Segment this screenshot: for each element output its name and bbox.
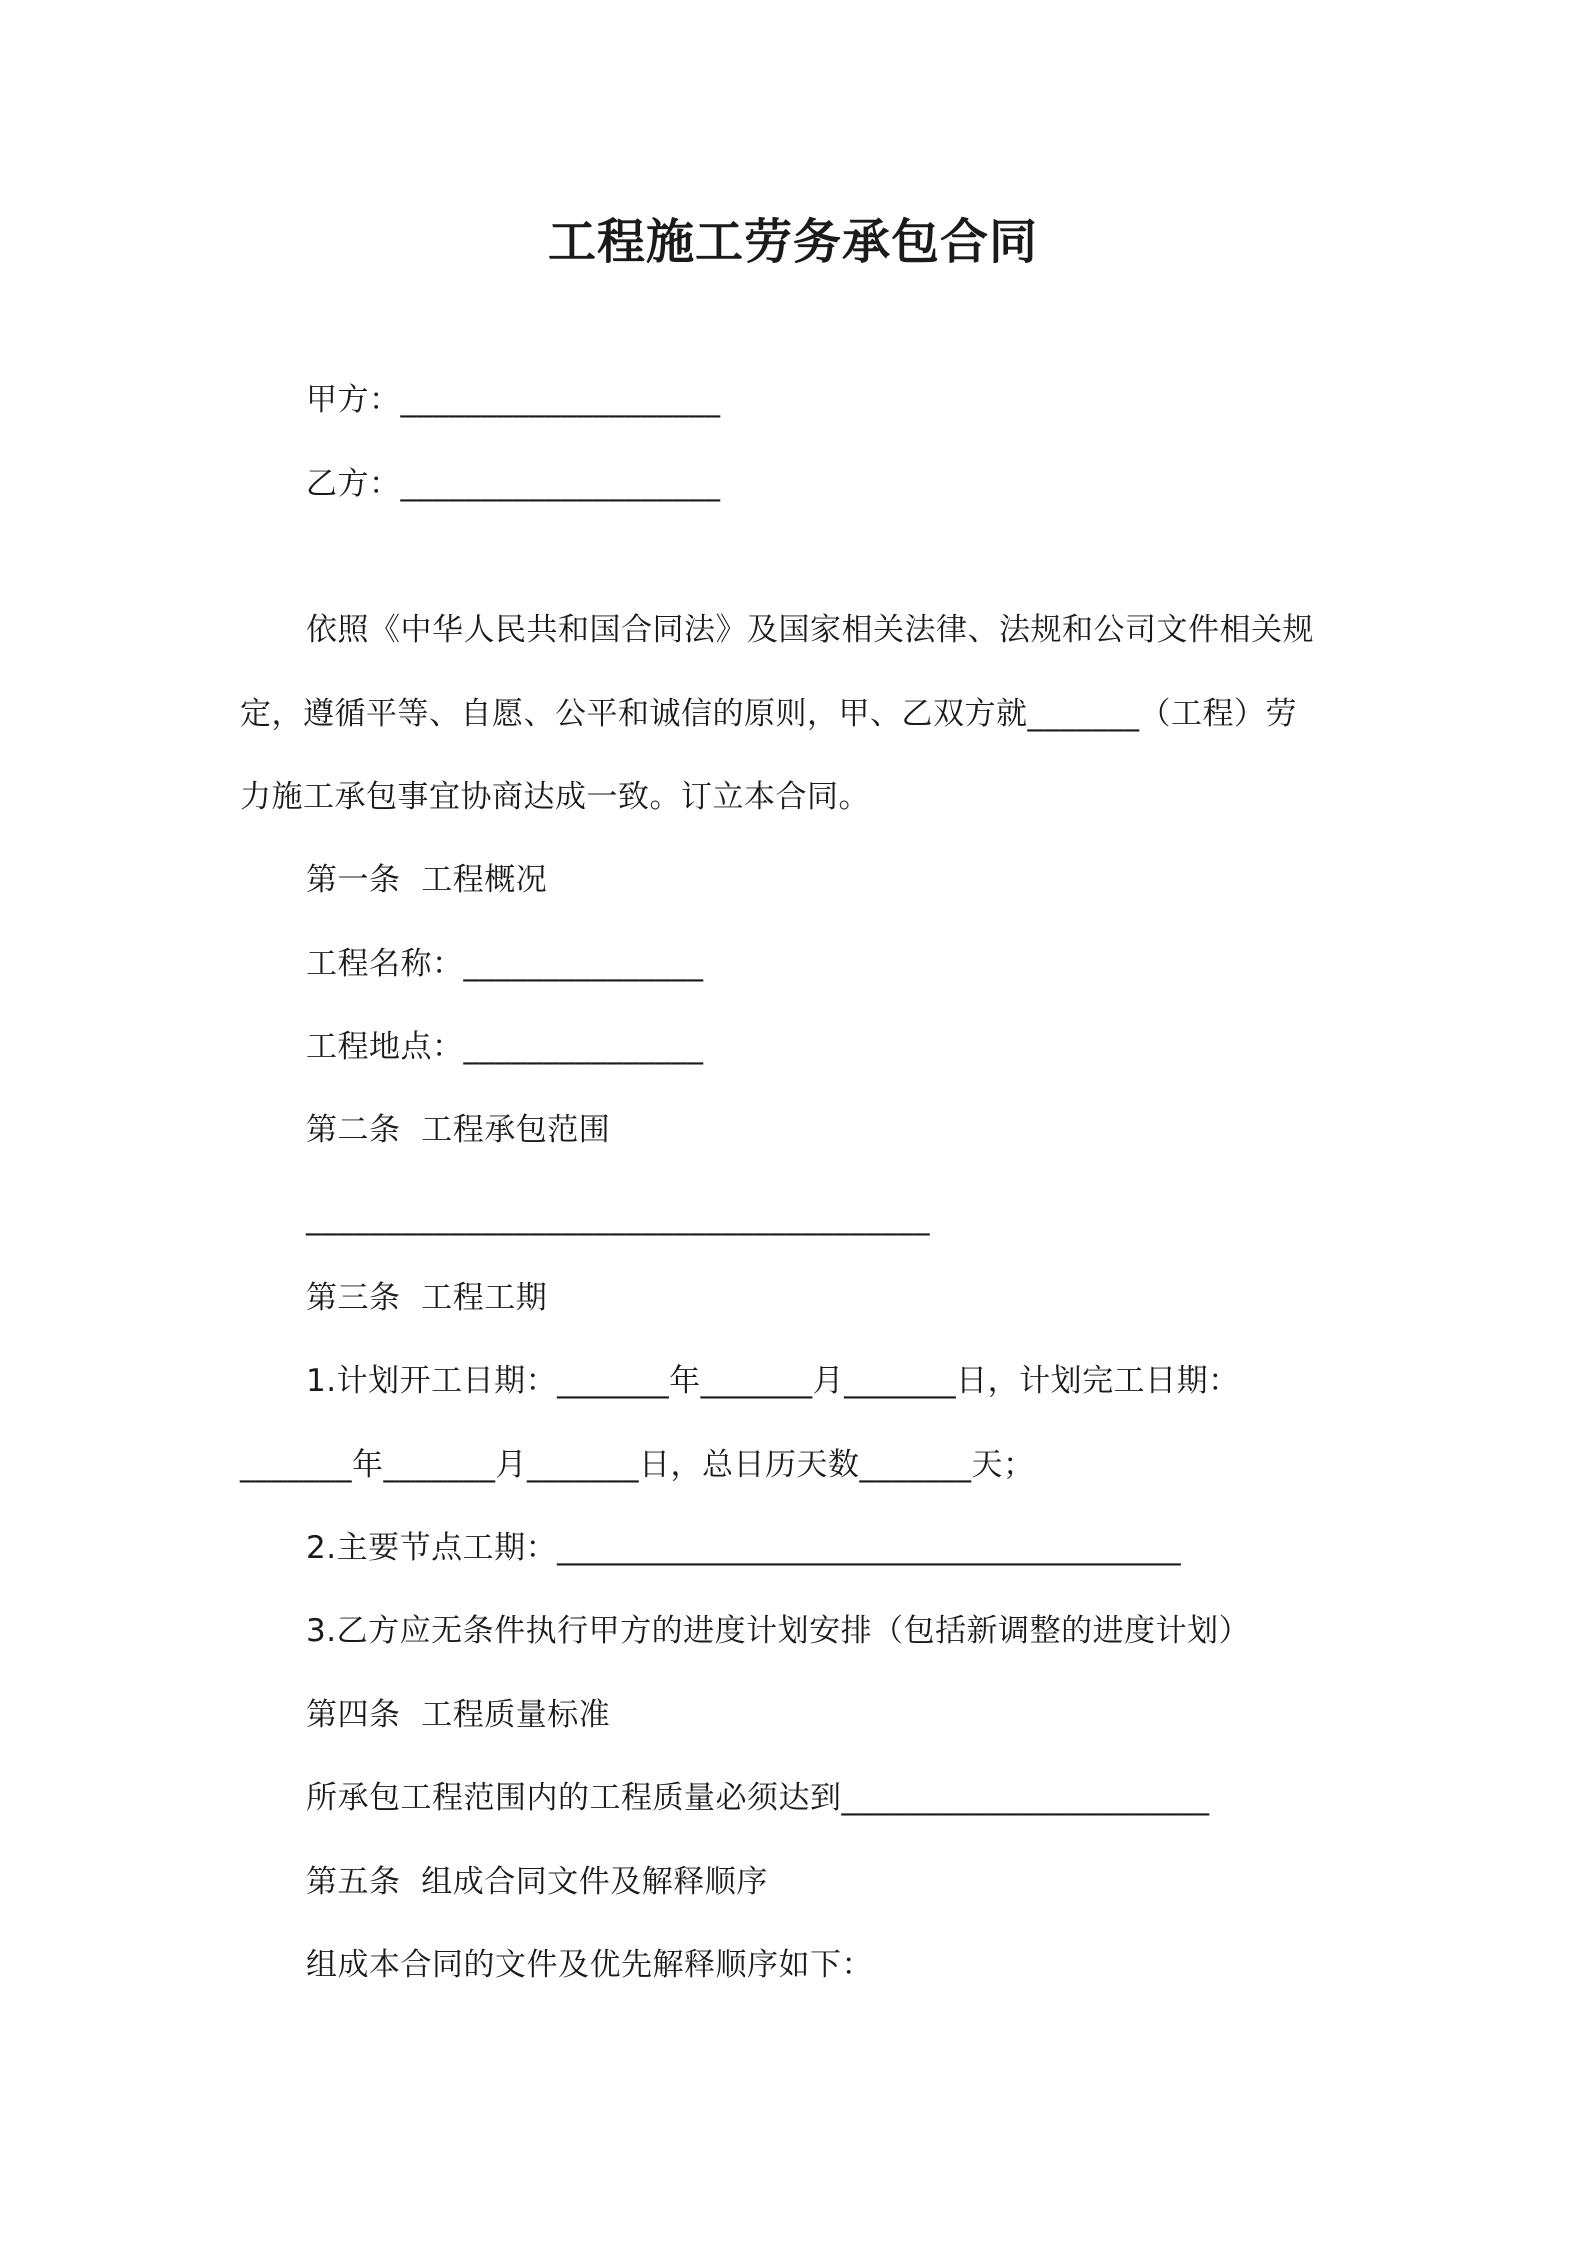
schedule-item-2: 2.主要节点工期：_______________________________________ (306, 1530, 1182, 1566)
documents-order-line: 组成本合同的文件及优先解释顺序如下： (306, 1947, 873, 1983)
party-b-line: 乙方：____________________ (306, 466, 721, 502)
project-location-line: 工程地点：_______________ (306, 1029, 704, 1065)
document-title: 工程施工劳务承包合同 (547, 214, 1038, 270)
article-4-heading: 第四条 工程质量标准 (306, 1697, 611, 1733)
quality-standard-line: 所承包工程范围内的工程质量必须达到_______________________ (306, 1780, 1210, 1816)
party-a-line: 甲方：____________________ (306, 382, 721, 418)
schedule-item-1-line-2: _______年_______月_______日，总日历天数_______天； (240, 1447, 1035, 1483)
article-1-heading: 第一条 工程概况 (306, 862, 548, 898)
preamble-line-3: 力施工承包事宜协商达成一致。订立本合同。 (240, 779, 870, 815)
article-2-heading: 第二条 工程承包范围 (306, 1112, 611, 1148)
preamble-line-1: 依照《中华人民共和国合同法》及国家相关法律、法规和公司文件相关规 (306, 612, 1314, 648)
article-5-heading: 第五条 组成合同文件及解释顺序 (306, 1864, 768, 1900)
preamble-line-2: 定，遵循平等、自愿、公平和诚信的原则，甲、乙双方就_______（工程）劳 (240, 696, 1297, 732)
schedule-item-1-line-1: 1.计划开工日期：_______年_______月_______日，计划完工日期： (306, 1363, 1240, 1399)
project-name-line: 工程名称：_______________ (306, 946, 704, 982)
schedule-item-3: 3.乙方应无条件执行甲方的进度计划安排（包括新调整的进度计划） (306, 1613, 1251, 1649)
scope-blank-line: _______________________________________ (306, 1200, 930, 1236)
article-3-heading: 第三条 工程工期 (306, 1280, 548, 1316)
